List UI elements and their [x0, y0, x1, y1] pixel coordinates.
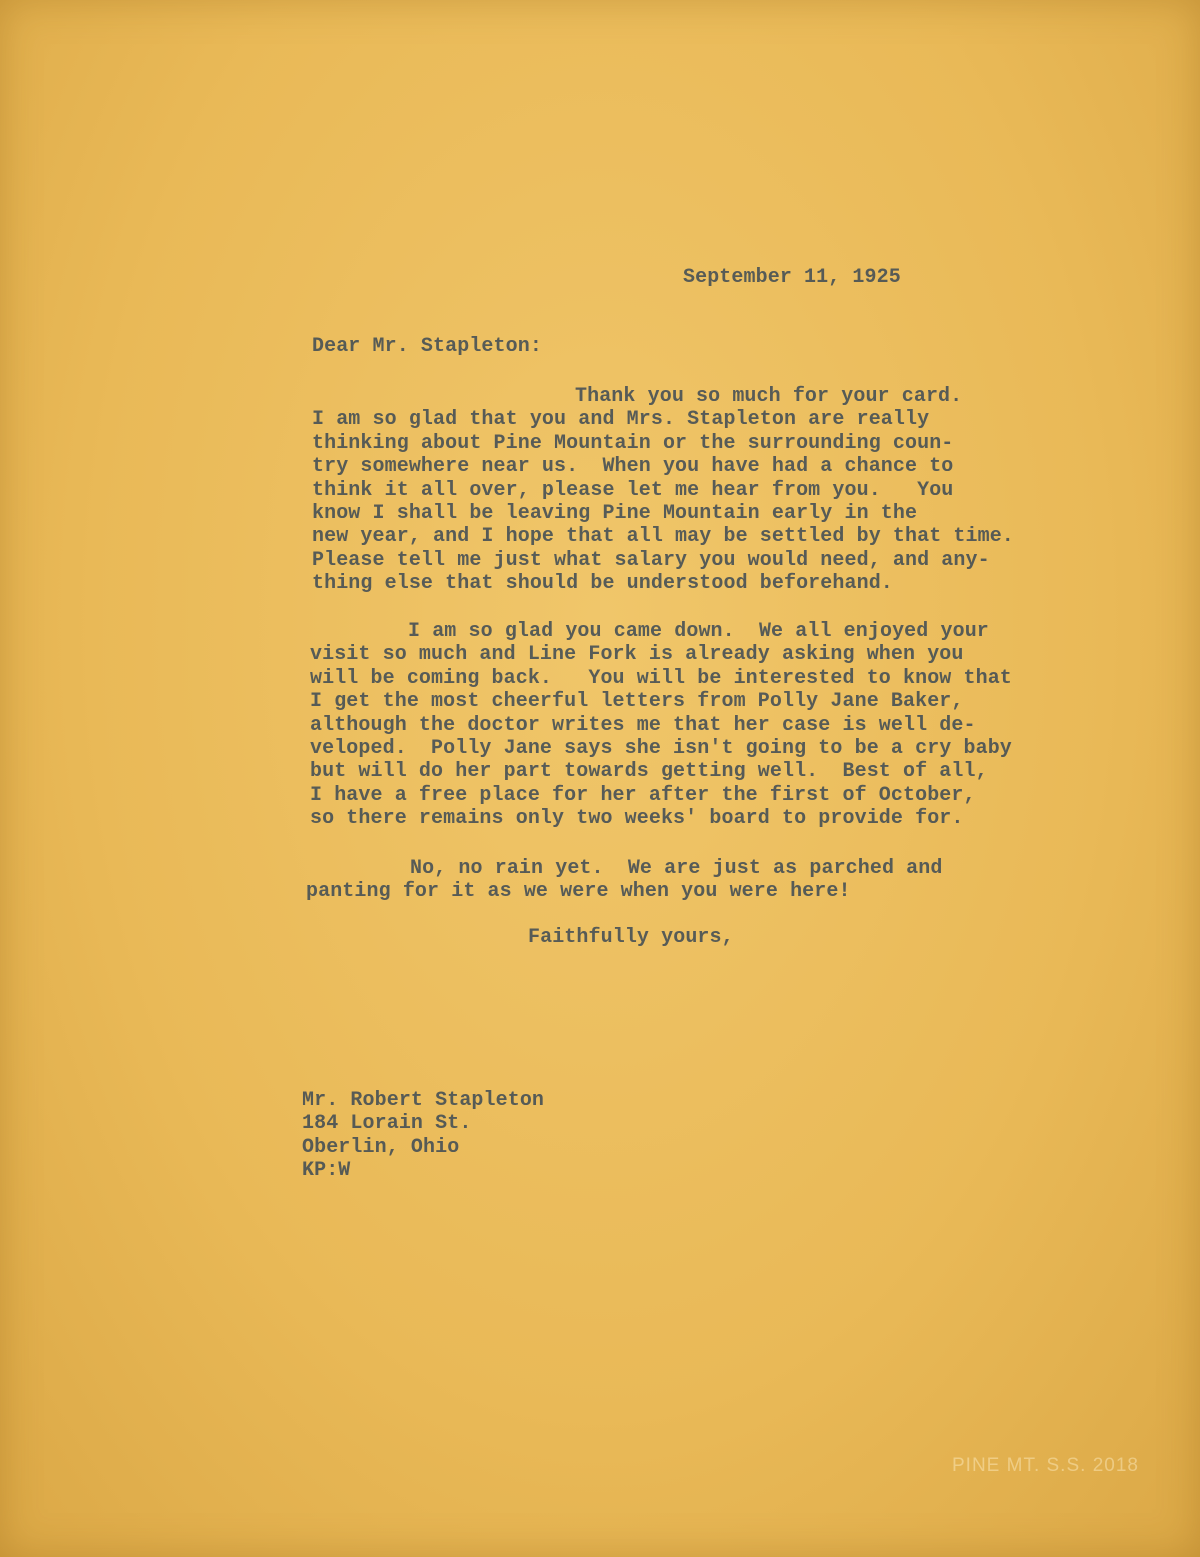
reference-initials: KP:W — [302, 1159, 351, 1183]
closing: Faithfully yours, — [528, 926, 734, 949]
text-line: will be coming back. You will be interested to know that — [310, 666, 1012, 690]
text-line: Please tell me just what salary you would need, and any- — [312, 548, 990, 572]
text-line: panting for it as we were when you were here! — [306, 880, 851, 904]
text-line: Thank you so much for your card. — [575, 385, 963, 408]
address-line: 184 Lorain St. — [302, 1112, 472, 1136]
text-line: try somewhere near us. When you have had a chance to — [312, 455, 954, 479]
letter-date: September 11, 1925 — [683, 266, 901, 289]
text-line: I am so glad you came down. We all enjoyed your — [408, 620, 989, 643]
text-line: know I shall be leaving Pine Mountain early in the — [312, 501, 918, 525]
text-line: although the doctor writes me that her case is well de- — [310, 713, 976, 737]
text-line: veloped. Polly Jane says she isn't going to be a cry baby — [310, 736, 1012, 760]
text-line: think it all over, please let me hear from you. You — [312, 478, 954, 502]
text-line: No, no rain yet. We are just as parched and — [410, 857, 943, 880]
text-line: I am so glad that you and Mrs. Stapleton are really — [312, 408, 930, 432]
text-line: thing else that should be understood beforehand. — [312, 572, 893, 596]
text-line: but will do her part towards getting well. Best of all, — [310, 760, 988, 784]
text-line: new year, and I hope that all may be settled by that time. — [312, 525, 1014, 549]
text-line: so there remains only two weeks' board to provide for. — [310, 807, 964, 831]
address-line: Oberlin, Ohio — [302, 1135, 460, 1159]
watermark: PINE MT. S.S. 2018 — [952, 1455, 1139, 1476]
text-line: thinking about Pine Mountain or the surrounding coun- — [312, 431, 954, 455]
recipient-address — [302, 1089, 544, 1183]
text-line: I have a free place for her after the first of October, — [310, 783, 976, 807]
paragraph-1 — [312, 385, 1014, 596]
text-line: I get the most cheerful letters from Polly Jane Baker, — [310, 690, 964, 714]
paragraph-3 — [306, 857, 943, 904]
salutation: Dear Mr. Stapleton: — [312, 335, 542, 358]
address-line: Mr. Robert Stapleton — [302, 1089, 545, 1112]
text-line: visit so much and Line Fork is already asking when you — [310, 643, 964, 667]
paragraph-2 — [310, 620, 1012, 831]
